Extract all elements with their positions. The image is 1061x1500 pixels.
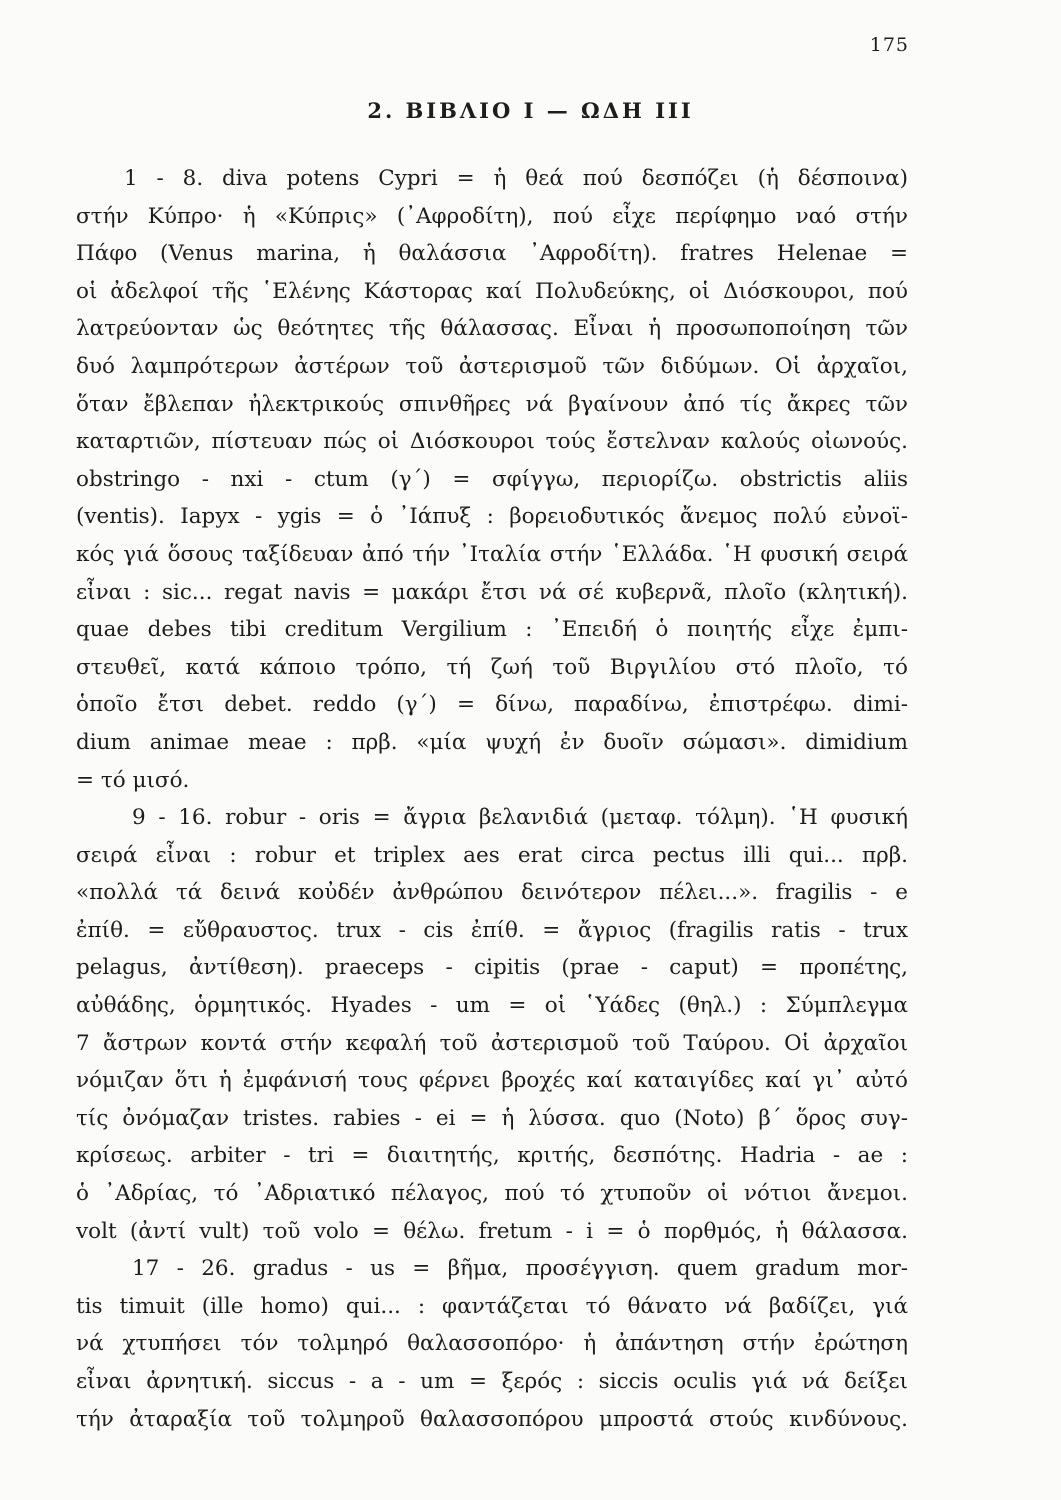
section-heading: 2. ΒΙΒΛΙΟ Ι — ΩΔΗ ΙΙΙ — [367, 98, 694, 123]
text-line: pelagus, ἀντίθεση). praeceps - cipitis (prae - caput) = προπέτης, — [76, 955, 908, 981]
commentary-text — [76, 160, 908, 1438]
text-line: Πάφο (Venus marina, ἡ θαλάσσια ᾿Αφροδίτη). fratres Helenae = — [76, 241, 908, 267]
text-line: εἶναι ἀρνητική. siccus - a - um = ξερός : siccis oculis γιά νά δείξει — [76, 1369, 908, 1394]
text-line: 1 - 8. diva potens Cypri = ἡ θεά πού δεσπόζει (ἡ δέσποινα) — [124, 166, 908, 191]
text-line: λατρεύονταν ὡς θεότητες τῆς θάλασσας. Εἶναι ἡ προσωποποίηση τῶν — [76, 316, 908, 342]
text-line: σειρά εἶναι : robur et triplex aes erat circa pectus illi qui... πρβ. — [76, 842, 908, 868]
text-line: 17 - 26. gradus - us = βῆμα, προσέγγιση. quem gradum mor- — [132, 1256, 908, 1282]
text-line: (ventis). Iapyx - ygis = ὁ ᾿Ιάπυξ : βορειοδυτικός ἄνεμος πολύ εὐνοϊ- — [76, 504, 908, 530]
text-line: obstringo - nxi - ctum (γ΄) = σφίγγω, περιορίζω. obstrictis aliis — [76, 466, 908, 492]
text-line: 9 - 16. robur - oris = ἄγρια βελανιδιά (μεταφ. τόλμη). ῾Η φυσική — [132, 805, 908, 831]
text-line: τίς ὀνόμαζαν tristes. rabies - ei = ἡ λύσσα. quo (Noto) β΄ ὅρος συγ- — [76, 1105, 908, 1131]
text-line: = τό μισό. — [76, 767, 190, 793]
text-line: εἶναι : sic... regat navis = μακάρι ἔτσι νά σέ κυβερνᾶ, πλοῖο (κλητική). — [76, 579, 908, 605]
text-line: tis timuit (ille homo) qui... : φαντάζεται τό θάνατο νά βαδίζει, γιά — [76, 1293, 908, 1319]
text-line: ὁποῖο ἔτσι debet. reddo (γ΄) = δίνω, παραδίνω, ἐπιστρέφω. dimi- — [76, 692, 908, 718]
text-line: νά χτυπήσει τόν τολμηρό θαλασσοπόρο· ἡ ἀπάντηση στήν ἐρώτηση — [76, 1331, 908, 1357]
text-line: αὐθάδης, ὁρμητικός. Hyades - um = οἱ ῾Υάδες (θηλ.) : Σύμπλεγμα — [76, 993, 908, 1019]
text-line: ὁ ᾿Αδρίας, τό ᾿Αδριατικό πέλαγος, πού τό χτυποῦν οἱ νότιοι ἄνεμοι. — [76, 1181, 908, 1207]
text-line: τήν ἀταραξία τοῦ τολμηροῦ θαλασσοπόρου μπροστά στούς κινδύνους. — [76, 1406, 908, 1432]
text-line: στήν Κύπρο· ἡ «Κύπρις» (᾿Αφροδίτη), πού εἶχε περίφημο ναό στήν — [76, 203, 908, 229]
text-line: 7 ἄστρων κοντά στήν κεφαλή τοῦ ἀστερισμοῦ τοῦ Ταύρου. Οἱ ἀρχαῖοι — [76, 1030, 908, 1056]
text-line: «πολλά τά δεινά κοὐδέν ἀνθρώπου δεινότερον πέλει...». fragilis - e — [76, 880, 908, 906]
text-line: στευθεῖ, κατά κάποιο τρόπο, τή ζωή τοῦ Βιργιλίου στό πλοῖο, τό — [76, 654, 908, 680]
text-line: κός γιά ὅσους ταξίδευαν ἀπό τήν ᾿Ιταλία στήν ῾Ελλάδα. ῾Η φυσική σειρά — [76, 541, 908, 567]
text-line: κρίσεως. arbiter - tri = διαιτητής, κριτής, δεσπότης. Hadria - ae : — [76, 1143, 908, 1169]
page-number: 175 — [869, 34, 909, 56]
text-line: οἱ ἀδελφοί τῆς ῾Ελένης Κάστορας καί Πολυδεύκης, οἱ Διόσκουροι, πού — [76, 278, 908, 304]
text-line: νόμιζαν ὅτι ἡ ἐμφάνισή τους φέρνει βροχές καί καταιγίδες καί γι᾿ αὐτό — [76, 1068, 908, 1094]
text-line: quae debes tibi creditum Vergilium : ᾿Επειδή ὁ ποιητής εἶχε ἐμπι- — [76, 617, 908, 643]
text-line: ἐπίθ. = εὔθραυστος. trux - cis ἐπίθ. = ἄγριος (fragilis ratis - trux — [76, 917, 908, 943]
text-line: ὅταν ἔβλεπαν ἠλεκτρικούς σπινθῆρες νά βγαίνουν ἀπό τίς ἄκρες τῶν — [76, 391, 908, 417]
text-line: καταρτιῶν, πίστευαν πώς οἱ Διόσκουροι τούς ἔστελναν καλούς οἰωνούς. — [76, 429, 908, 455]
text-line: volt (ἀντί vult) τοῦ volo = θέλω. fretum - i = ὁ πορθμός, ἡ θάλασσα. — [76, 1218, 908, 1244]
text-line: δυό λαμπρότερων ἀστέρων τοῦ ἀστερισμοῦ τῶν διδύμων. Οἱ ἀρχαῖοι, — [76, 353, 908, 379]
text-line: dium animae meae : πρβ. «μία ψυχή ἐν δυοῖν σώμασι». dimidium — [76, 729, 908, 755]
